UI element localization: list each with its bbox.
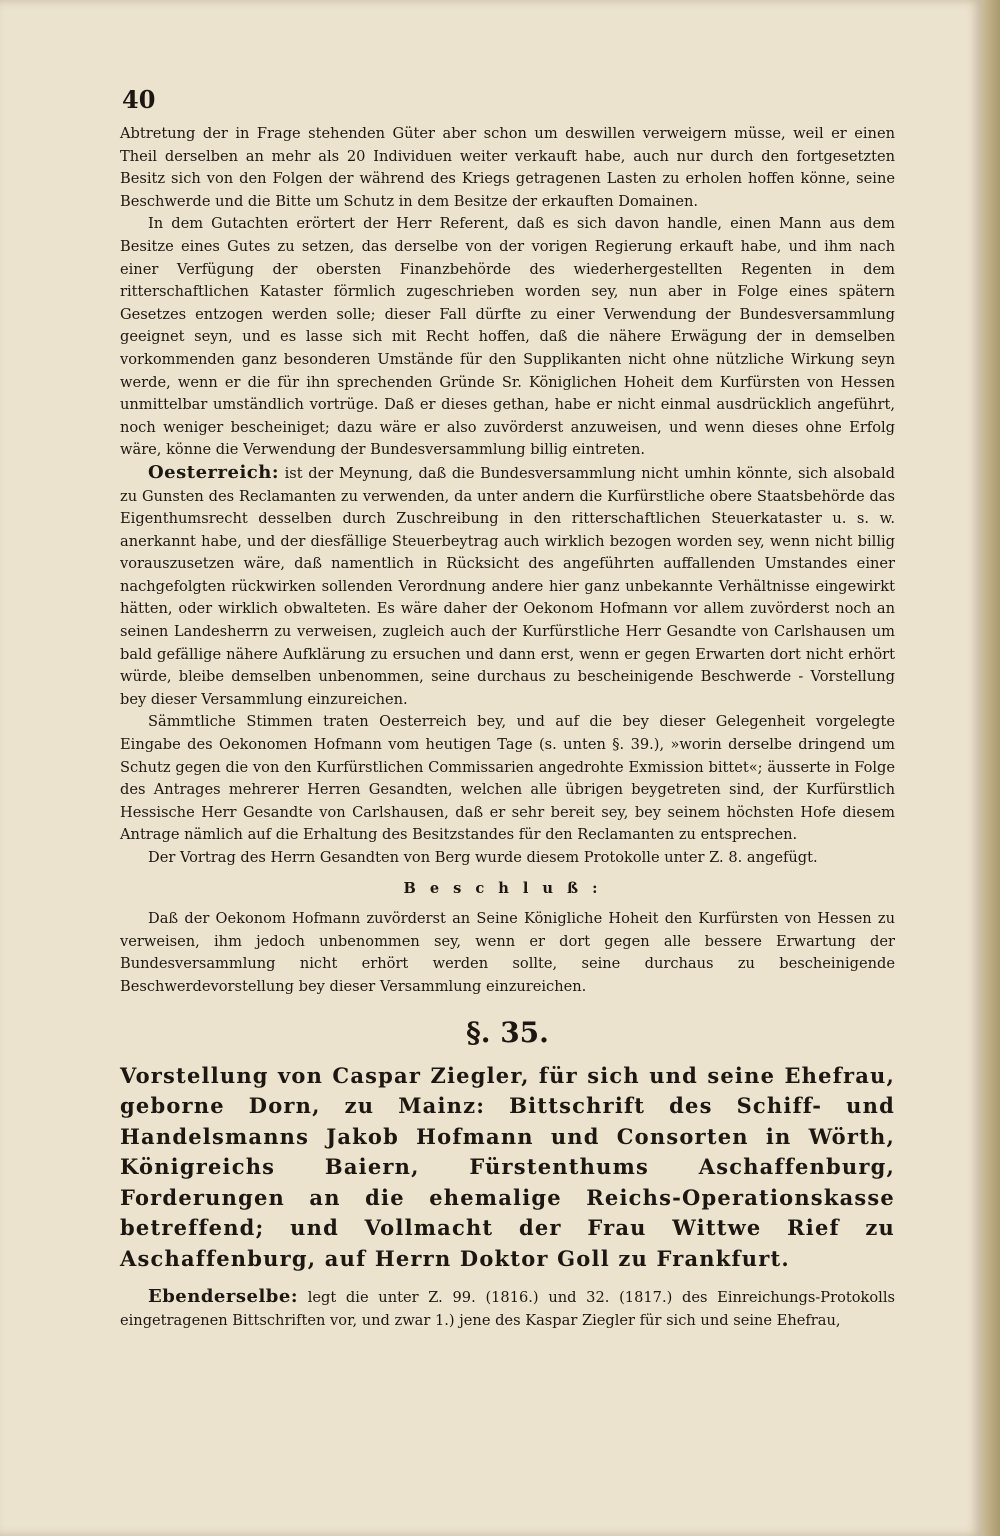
beschluss-heading: Beschluß:	[403, 879, 612, 897]
section-title: Vorstellung von Caspar Ziegler, für sich und seine Ehefrau, geborne Dorn, zu Mainz: Bittschrift des Schiff- und Handelsmanns Jakob Hofmann und Consorten in Wörth, Königreichs Baiern, Fürstenthums Aschaffenburg, Forderungen an die ehemalige Reichs-Operationskasse betreffend; und Vollmacht der Frau Wittwe Rief zu Aschaffenburg, auf Herrn Doktor Goll zu Frankfurt.	[120, 1062, 895, 1271]
paragraph-2: In dem Gutachten erörtert der Herr Referent, daß es sich davon handle, einen Mann aus dem Besitze eines Gutes zu setzen, das derselbe von der vorigen Regierung erkauft habe, und ihm nach einer Verfügung der obersten Finanzbehörde des wiederhergestellten Regenten in dem ritterschaftlichen Kataster förmlich zugeschrieben worden sey, nun aber in Folge eines spätern Gesetzes entzogen werden solle; dieser Fall dürfte zu einer Verwendung der Bundesversammlung geeignet seyn, und es lasse sich mit Recht hoffen, daß die nähere Erwägung der in demselben vorkommenden ganz besonderen Umstände für den Supplikanten nicht ohne nützliche Wirkung seyn werde, wenn er die für ihn sprechenden Gründe Sr. Königlichen Hoheit dem Kurfürsten von Hessen unmittelbar umständlich vortrüge. Daß er dieses gethan, habe er nicht einmal ausdrücklich angeführt, noch weniger bescheiniget; dazu wäre er also zuvörderst anzuweisen, und wenn dieses ohne Erfolg wäre, könne die Verwendung der Bundesversammlung billig eintreten.	[120, 215, 895, 459]
beschluss-text: Daß der Oekonom Hofmann zuvörderst an Seine Königliche Hoheit den Kurfürsten von Hessen zu verweisen, ihm jedoch unbenommen sey, wenn er dort gegen alle bessere Erwartung der Bundesversammlung nicht erhört werden sollte, seine durchaus zu bescheinigende Beschwerdevorstellung bey dieser Versammlung einzureichen.	[120, 910, 895, 995]
final-paragraph	[120, 1286, 895, 1332]
page-number: 40	[122, 85, 156, 114]
paragraph-oesterreich	[120, 462, 895, 712]
paragraph-5: Der Vortrag des Herrn Gesandten von Berg wurde diesem Protokolle unter Z. 8. angefügt.	[148, 849, 818, 866]
page-content	[120, 85, 895, 1332]
oesterreich-lead: Oesterreich:	[148, 461, 279, 483]
page-edge	[982, 0, 1000, 1536]
paragraph-1: Abtretung der in Frage stehenden Güter aber schon um deswillen verweigern müsse, weil er einen Theil derselben an mehr als 20 Individuen weiter verkauft habe, auch nur durch den fortgesetzten Besitz sich von den Folgen der während des Kriegs getragenen Lasten zu erholen hoffen könne, seine Beschwerde und die Bitte um Schutz in dem Besitze der erkauften Domainen.	[120, 125, 895, 210]
oesterreich-text: ist der Meynung, daß die Bundesversammlung nicht umhin könnte, sich alsobald zu Gunsten des Reclamanten zu verwenden, da unter andern die Kurfürstliche obere Staatsbehörde das Eigenthumsrecht desselben durch Zuschreibung in den ritterschaftlichen Steuerkataster u. s. w. anerkannt habe, und der diesfällige Steuerbeytrag auch wirklich bezogen worden sey, wenn nicht billig vorauszusetzen wäre, daß namentlich in Rücksicht des angeführten auffallenden Umstandes einer nachgefolgten rückwirken sollenden Verordnung andere hier ganz unbekannte Verhältnisse eingewirkt hätten, oder wirklich obwalteten. Es wäre daher der Oekonom Hofmann vor allem zuvörderst noch an seinen Landesherrn zu verweisen, zugleich auch der Kurfürstliche Herr Gesandte von Carlshausen um bald gefällige nähere Aufklärung zu ersuchen und dann erst, wenn er gegen Erwarten dort nicht erhört würde, bleibe demselben unbenommen, seine durchaus zu bescheinigende Beschwerde - Vorstellung bey dieser Versammlung einzureichen.	[120, 464, 895, 708]
paragraph-4: Sämmtliche Stimmen traten Oesterreich bey, und auf die bey dieser Gelegenheit vorgelegte Eingabe des Oekonomen Hofmann vom heutigen Tage (s. unten §. 39.), »worin derselbe dringend um Schutz gegen die von den Kurfürstlichen Commissarien angedrohte Exmission bittet«; äusserte in Folge des Antrages mehrerer Herren Gesandten, welchen alle übrigen beygetreten sind, der Kurfürstlich Hessische Herr Gesandte von Carlshausen, daß er sehr bereit sey, bey seinem höchsten Hofe diesem Antrage nämlich auf die Erhaltung des Besitzstandes für den Reclamanten zu entsprechen.	[120, 713, 895, 844]
section-number: §. 35.	[466, 1015, 549, 1049]
final-text: legt die unter Z. 99. (1816.) und 32. (1817.) des Einreichungs-Protokolls eingetragenen Bittschriften vor, und zwar 1.) jene des Kaspar Ziegler für sich und seine Ehefrau,	[120, 1289, 895, 1329]
final-lead: Ebenderselbe:	[148, 1286, 298, 1308]
